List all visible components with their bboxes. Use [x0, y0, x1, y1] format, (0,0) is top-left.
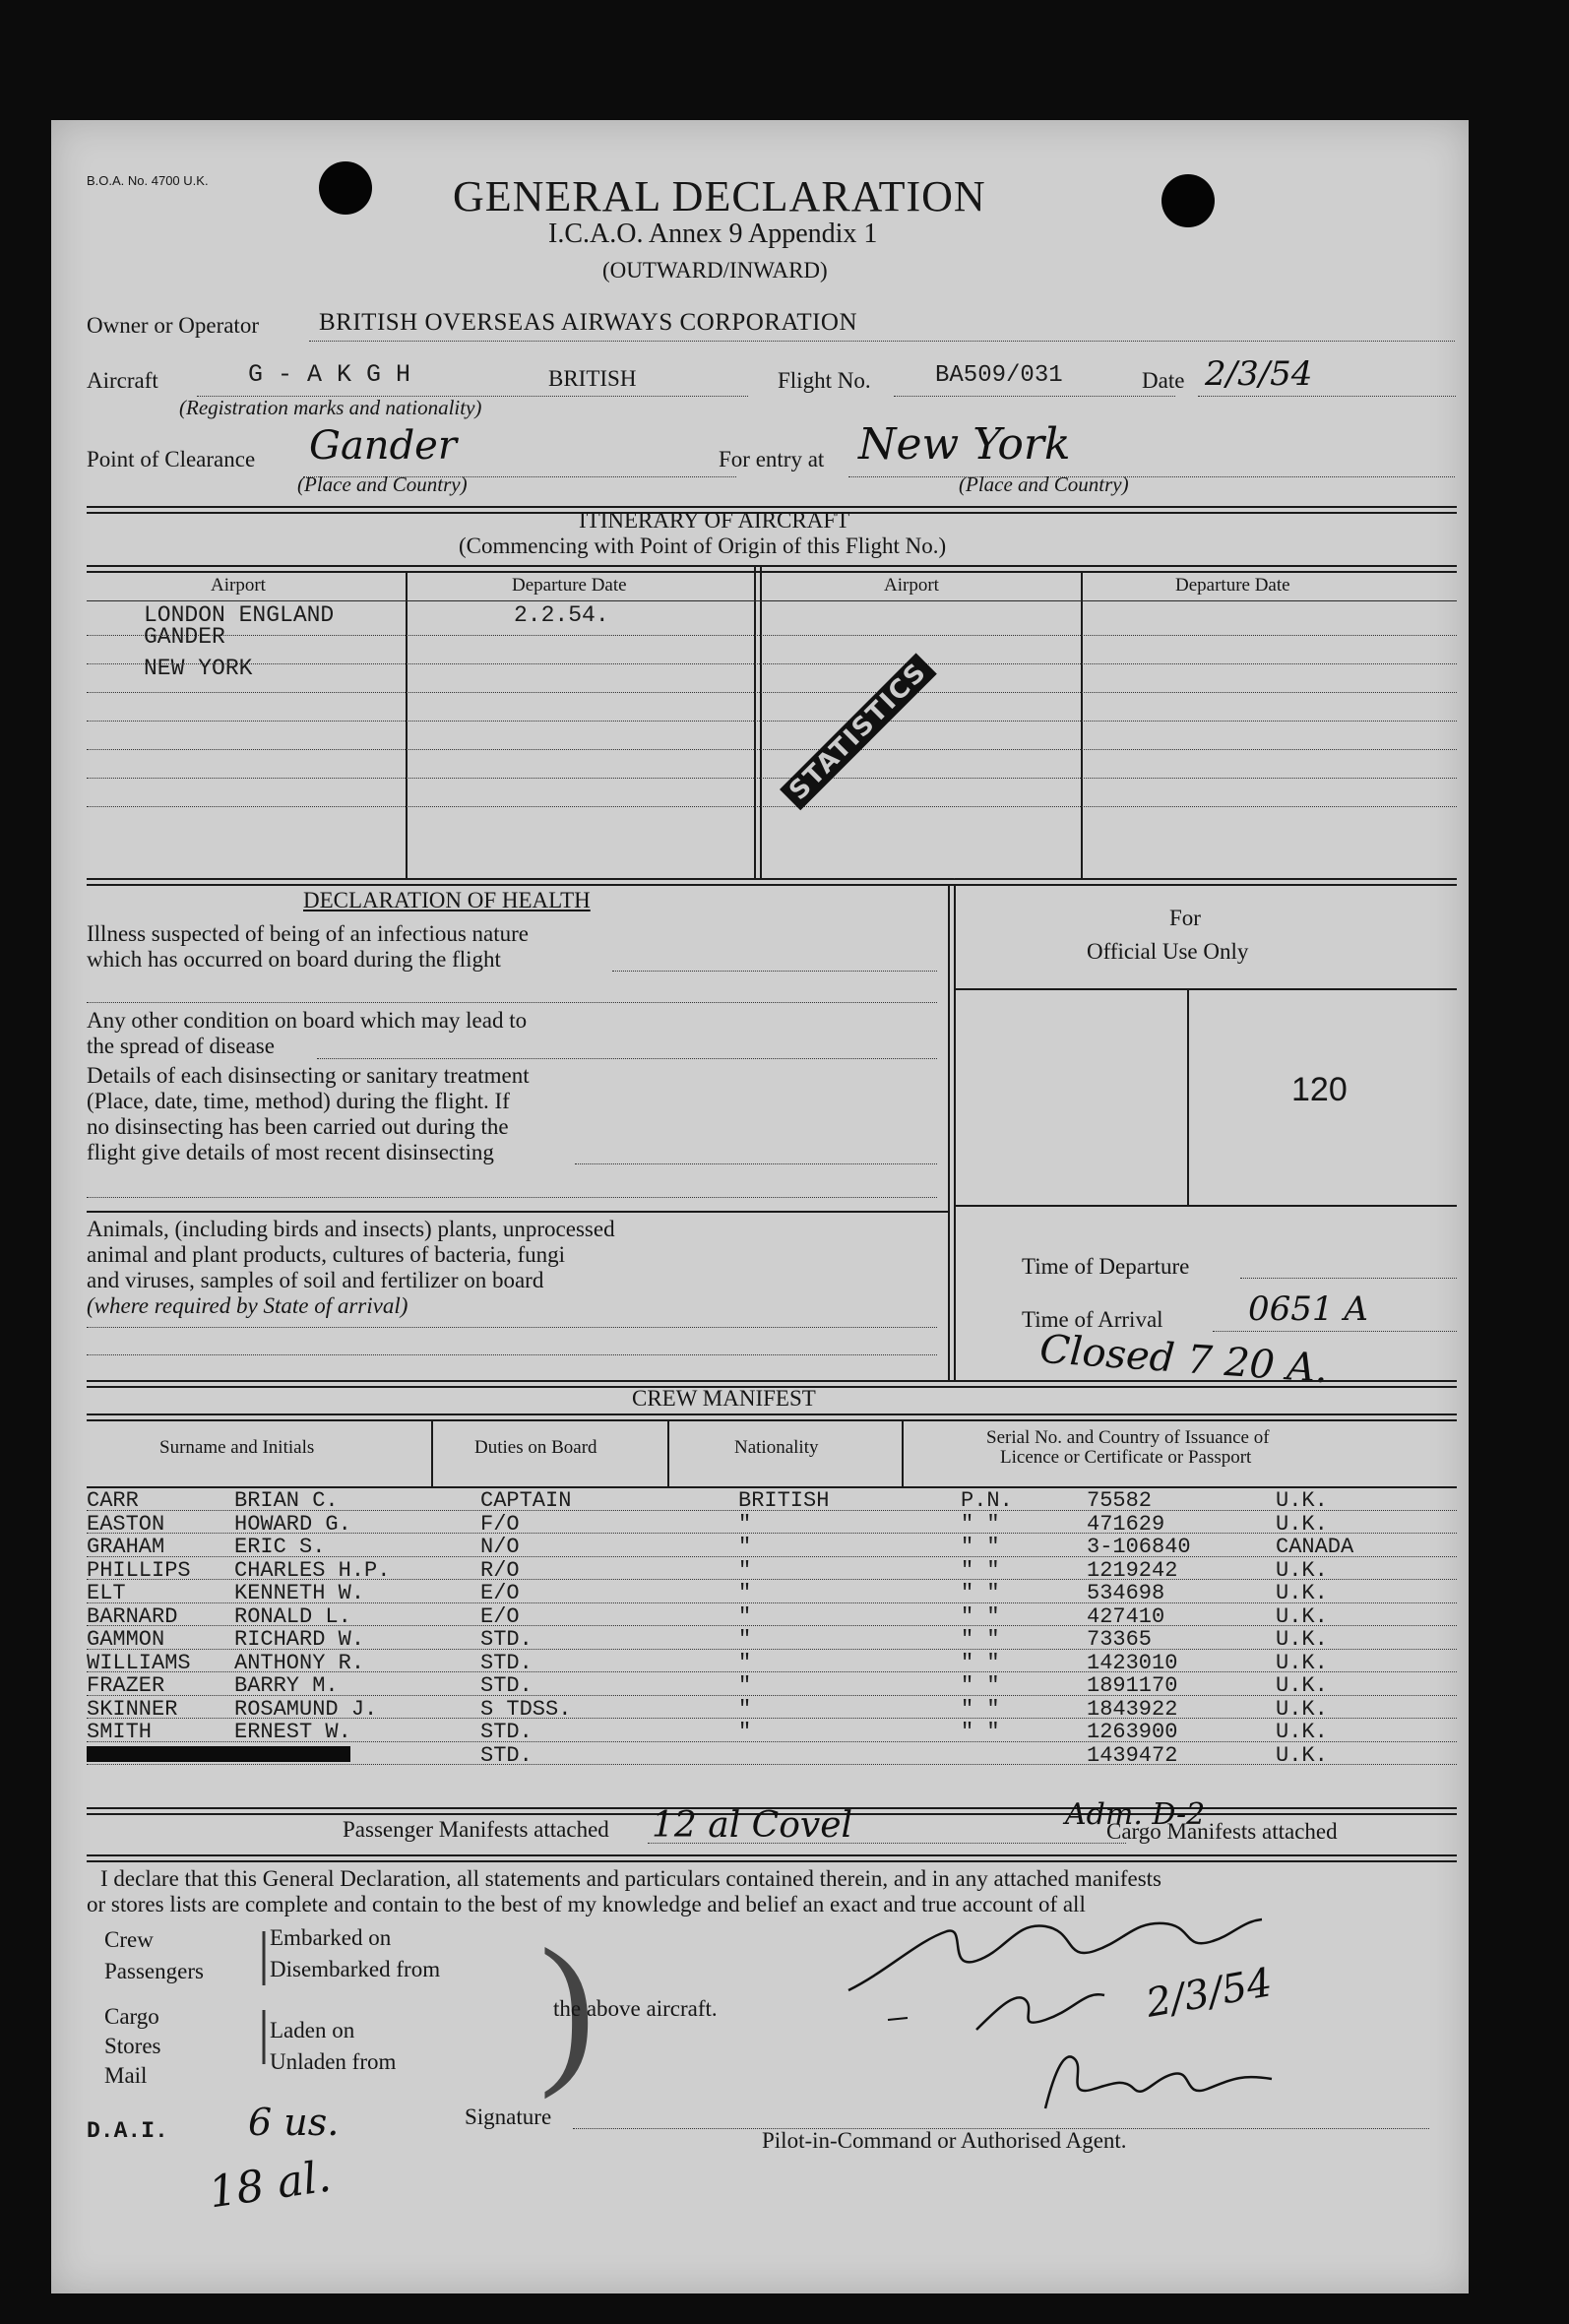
crew-col-nationality: Nationality [734, 1437, 819, 1458]
crew-nationality: " [738, 1535, 752, 1559]
crew-row [51, 1673, 1469, 1697]
crew-row [51, 1627, 1469, 1651]
crew-row [51, 1558, 1469, 1582]
disinsect-text-3: no disinsecting has been carried out during the [87, 1114, 509, 1139]
crew-serial: 427410 [1087, 1603, 1165, 1629]
crew-country: U.K. [1276, 1650, 1328, 1675]
crew-country: U.K. [1276, 1581, 1328, 1605]
crew-initials: ANTHONY R. [234, 1650, 365, 1675]
clearance-value: Gander [309, 423, 457, 469]
crew-serial-prefix: " " [961, 1650, 1000, 1675]
crew-surname: GRAHAM [87, 1535, 165, 1559]
animals-text-3: and viruses, samples of soil and fertilizer on board [87, 1268, 544, 1292]
statistics-stamp: STATISTICS [780, 653, 937, 810]
crew-serial: 73365 [1087, 1627, 1153, 1652]
crew-serial: 534698 [1087, 1581, 1165, 1605]
other-condition-text-1: Any other condition on board which may lead to [87, 1008, 528, 1033]
crew-duty: CAPTAIN [480, 1488, 572, 1513]
entry-value: New York [858, 419, 1071, 470]
crew-initials: BARRY M. [234, 1673, 339, 1698]
cargo-manifest-note: Adm. D-2 [1065, 1797, 1206, 1832]
crew-country: U.K. [1276, 1673, 1328, 1698]
arrival-time-value: 0651 A [1248, 1289, 1368, 1329]
itinerary-airport-header-2: Airport [884, 575, 939, 596]
crew-serial-prefix: P.N. [961, 1488, 1013, 1513]
crew-country: U.K. [1276, 1603, 1328, 1629]
dai-label: D.A.I. [87, 2118, 168, 2144]
crew-nationality: " [738, 1720, 752, 1744]
form-title: GENERAL DECLARATION [453, 172, 986, 220]
crew-serial: 1843922 [1087, 1696, 1178, 1722]
passenger-manifest-note: 12 al Covel [652, 1805, 853, 1846]
crew-nationality: " [738, 1557, 752, 1583]
crew-initials: CHARLES H.P. [234, 1557, 391, 1583]
itinerary-date-header-1: Departure Date [512, 575, 627, 596]
illness-text-2: which has occurred on board during the flight [87, 947, 501, 972]
mail-word: Mail [104, 2063, 148, 2088]
entry-label: For entry at [719, 447, 825, 471]
passenger-manifest-label: Passenger Manifests attached [343, 1817, 609, 1842]
crew-row [51, 1651, 1469, 1674]
crew-duty: E/O [480, 1581, 520, 1605]
crew-serial-prefix: " " [961, 1557, 1000, 1583]
health-title: DECLARATION OF HEALTH [303, 888, 591, 912]
illness-text-1: Illness suspected of being of an infectious nature [87, 921, 530, 946]
crew-serial: 3-106840 [1087, 1535, 1191, 1559]
itinerary-airport-1: LONDON ENGLAND [144, 602, 335, 628]
animals-text-4: (where required by State of arrival) [87, 1293, 408, 1318]
crew-surname: FRAZER [87, 1673, 165, 1698]
crew-serial-prefix: " " [961, 1673, 1000, 1698]
itinerary-title: ITINERARY OF AIRCRAFT [579, 508, 850, 533]
crew-nationality: " [738, 1581, 752, 1605]
crew-surname: WILLIAMS [87, 1650, 191, 1675]
crew-duty: R/O [480, 1557, 520, 1583]
departure-time-label: Time of Departure [1022, 1254, 1190, 1279]
clearance-label: Point of Clearance [87, 447, 256, 471]
pilot-signature [1036, 2040, 1291, 2128]
itinerary-subtitle: (Commencing with Point of Origin of this Flight No.) [459, 534, 947, 558]
crew-initials: ROSAMUND J. [234, 1696, 378, 1722]
crew-surname: PHILLIPS [87, 1557, 191, 1583]
other-condition-text-2: the spread of disease [87, 1034, 275, 1058]
crew-nationality: " [738, 1627, 752, 1652]
crew-nationality: " [738, 1673, 752, 1698]
crew-duty: N/O [480, 1535, 520, 1559]
aircraft-registration: G - A K G H [248, 360, 411, 389]
form-subtitle: I.C.A.O. Annex 9 Appendix 1 [548, 219, 878, 249]
crew-initials: HOWARD G. [234, 1511, 351, 1537]
crew-serial: 75582 [1087, 1488, 1153, 1513]
crew-initials: BRIAN C. [234, 1488, 339, 1513]
aircraft-nationality: BRITISH [548, 366, 637, 391]
crew-row [51, 1697, 1469, 1721]
crew-surname: EASTON [87, 1511, 165, 1537]
signature-date: 2/3/54 [1142, 1960, 1276, 2027]
crew-serial-prefix: " " [961, 1535, 1000, 1559]
crew-serial: 1219242 [1087, 1557, 1178, 1583]
crew-surname: ELT [87, 1581, 126, 1605]
itinerary-airport-header-1: Airport [211, 575, 266, 596]
above-aircraft: the above aircraft. [553, 1996, 718, 2021]
crew-nationality: BRITISH [738, 1488, 830, 1513]
itinerary-airport-2: GANDER [144, 624, 225, 650]
animals-text-2: animal and plant products, cultures of bacteria, fungi [87, 1242, 566, 1267]
crew-duty: STD. [480, 1720, 533, 1744]
stores-word: Stores [104, 2034, 161, 2058]
cargo-manifest-label: Cargo Manifests attached [1106, 1819, 1338, 1844]
crew-duty: STD. [480, 1627, 533, 1652]
crew-row [51, 1512, 1469, 1536]
declaration-form [51, 120, 1469, 2293]
declaration-text-1: I declare that this General Declaration, all statements and particulars contained therein, and in any attached manifests [100, 1866, 1162, 1891]
crew-surname: GAMMON [87, 1627, 165, 1652]
form-reference: B.O.A. No. 4700 U.K. [87, 173, 209, 188]
crew-nationality: " [738, 1511, 752, 1537]
crew-country: U.K. [1276, 1511, 1328, 1537]
cargo-word: Cargo [104, 2004, 159, 2029]
crew-title: CREW MANIFEST [632, 1386, 816, 1411]
crew-country: CANADA [1276, 1535, 1354, 1559]
crew-serial: 1423010 [1087, 1650, 1178, 1675]
owner-label: Owner or Operator [87, 313, 259, 338]
crew-nationality: " [738, 1650, 752, 1675]
disinsect-text-2: (Place, date, time, method) during the flight. If [87, 1089, 510, 1113]
animals-text-1: Animals, (including birds and insects) plants, unprocessed [87, 1217, 615, 1241]
crew-serial: 1439472 [1087, 1742, 1178, 1768]
redaction-bar [87, 1746, 350, 1762]
closed-note: Closed 7 20 A. [1037, 1326, 1330, 1393]
crew-row [51, 1720, 1469, 1743]
itinerary-date-1: 2.2.54. [514, 602, 609, 628]
crew-initials: RONALD L. [234, 1603, 351, 1629]
crew-duty: STD. [480, 1742, 533, 1768]
flight-label: Flight No. [778, 368, 871, 393]
crew-col-name: Surname and Initials [159, 1437, 315, 1458]
crew-surname: SKINNER [87, 1696, 178, 1722]
embarked-word: Embarked on [270, 1925, 392, 1950]
itinerary-date-header-2: Departure Date [1175, 575, 1290, 596]
laden-word: Laden on [270, 2018, 355, 2042]
crew-serial-prefix: " " [961, 1603, 1000, 1629]
owner-value: BRITISH OVERSEAS AIRWAYS CORPORATION [319, 309, 858, 336]
crew-nationality: " [738, 1696, 752, 1722]
crew-serial: 471629 [1087, 1511, 1165, 1537]
disinsect-text-1: Details of each disinsecting or sanitary treatment [87, 1063, 530, 1088]
official-label: Official Use Only [1087, 939, 1249, 964]
passengers-word: Passengers [104, 1959, 204, 1983]
brace-3: ) [539, 1915, 596, 2100]
crew-initials: RICHARD W. [234, 1627, 365, 1652]
registration-caption: (Registration marks and nationality) [179, 396, 482, 419]
dai-note-1: 6 us. [248, 2101, 340, 2144]
crew-serial-prefix: " " [961, 1720, 1000, 1744]
crew-duty: STD. [480, 1650, 533, 1675]
crew-serial-prefix: " " [961, 1581, 1000, 1605]
crew-col-serial-1: Serial No. and Country of Issuance of [986, 1427, 1270, 1448]
crew-word: Crew [104, 1927, 154, 1952]
crew-initials: KENNETH W. [234, 1581, 365, 1605]
crew-serial: 1263900 [1087, 1720, 1178, 1744]
disinsect-text-4: flight give details of most recent disinsecting [87, 1140, 494, 1164]
crew-col-duties: Duties on Board [474, 1437, 597, 1458]
crew-surname: CARR [87, 1488, 139, 1513]
crew-country: U.K. [1276, 1696, 1328, 1722]
crew-country: U.K. [1276, 1488, 1328, 1513]
crew-duty: STD. [480, 1673, 533, 1698]
signature-label: Signature [465, 2104, 552, 2129]
official-for: For [1169, 906, 1201, 930]
crew-col-serial-2: Licence or Certificate or Passport [1000, 1447, 1252, 1468]
pilot-caption: Pilot-in-Command or Authorised Agent. [762, 2128, 1127, 2153]
crew-country: U.K. [1276, 1627, 1328, 1652]
crew-duty: E/O [480, 1603, 520, 1629]
crew-initials: ERIC S. [234, 1535, 326, 1559]
brace-1: | [258, 1920, 271, 1985]
punch-hole-left [319, 161, 372, 215]
dai-note-2: 18 al. [206, 2151, 335, 2219]
clearance-place-caption: (Place and Country) [297, 472, 468, 496]
date-label: Date [1142, 368, 1185, 393]
crew-serial-prefix: " " [961, 1696, 1000, 1722]
crew-country: U.K. [1276, 1720, 1328, 1744]
crew-nationality: " [738, 1603, 752, 1629]
crew-row [51, 1535, 1469, 1558]
aircraft-label: Aircraft [87, 368, 158, 393]
brace-2: | [258, 1999, 271, 2064]
crew-initials: ERNEST W. [234, 1720, 351, 1744]
unladen-word: Unladen from [270, 2049, 397, 2074]
crew-surname: BARNARD [87, 1603, 178, 1629]
punch-hole-right [1161, 174, 1215, 227]
crew-duty: F/O [480, 1511, 520, 1537]
date-value: 2/3/54 [1205, 354, 1313, 394]
form-direction: (OUTWARD/INWARD) [602, 258, 828, 283]
flight-number: BA509/031 [935, 362, 1063, 389]
arrival-time-label: Time of Arrival [1022, 1307, 1163, 1332]
crew-row [51, 1604, 1469, 1628]
crew-surname: SMITH [87, 1720, 153, 1744]
crew-row [51, 1581, 1469, 1604]
crew-serial-prefix: " " [961, 1627, 1000, 1652]
crew-country: U.K. [1276, 1557, 1328, 1583]
official-number: 120 [1291, 1071, 1348, 1108]
declaration-text-2: or stores lists are complete and contain to the best of my knowledge and belief an exact and true account of all [87, 1892, 1086, 1916]
crew-serial: 1891170 [1087, 1673, 1178, 1698]
disembarked-word: Disembarked from [270, 1957, 441, 1981]
crew-serial-prefix: " " [961, 1511, 1000, 1537]
crew-duty: S TDSS. [480, 1696, 572, 1722]
itinerary-airport-3: NEW YORK [144, 656, 253, 681]
official-signature [829, 1902, 1282, 2049]
crew-row [51, 1488, 1469, 1512]
crew-country: U.K. [1276, 1742, 1328, 1768]
entry-place-caption: (Place and Country) [959, 472, 1129, 496]
